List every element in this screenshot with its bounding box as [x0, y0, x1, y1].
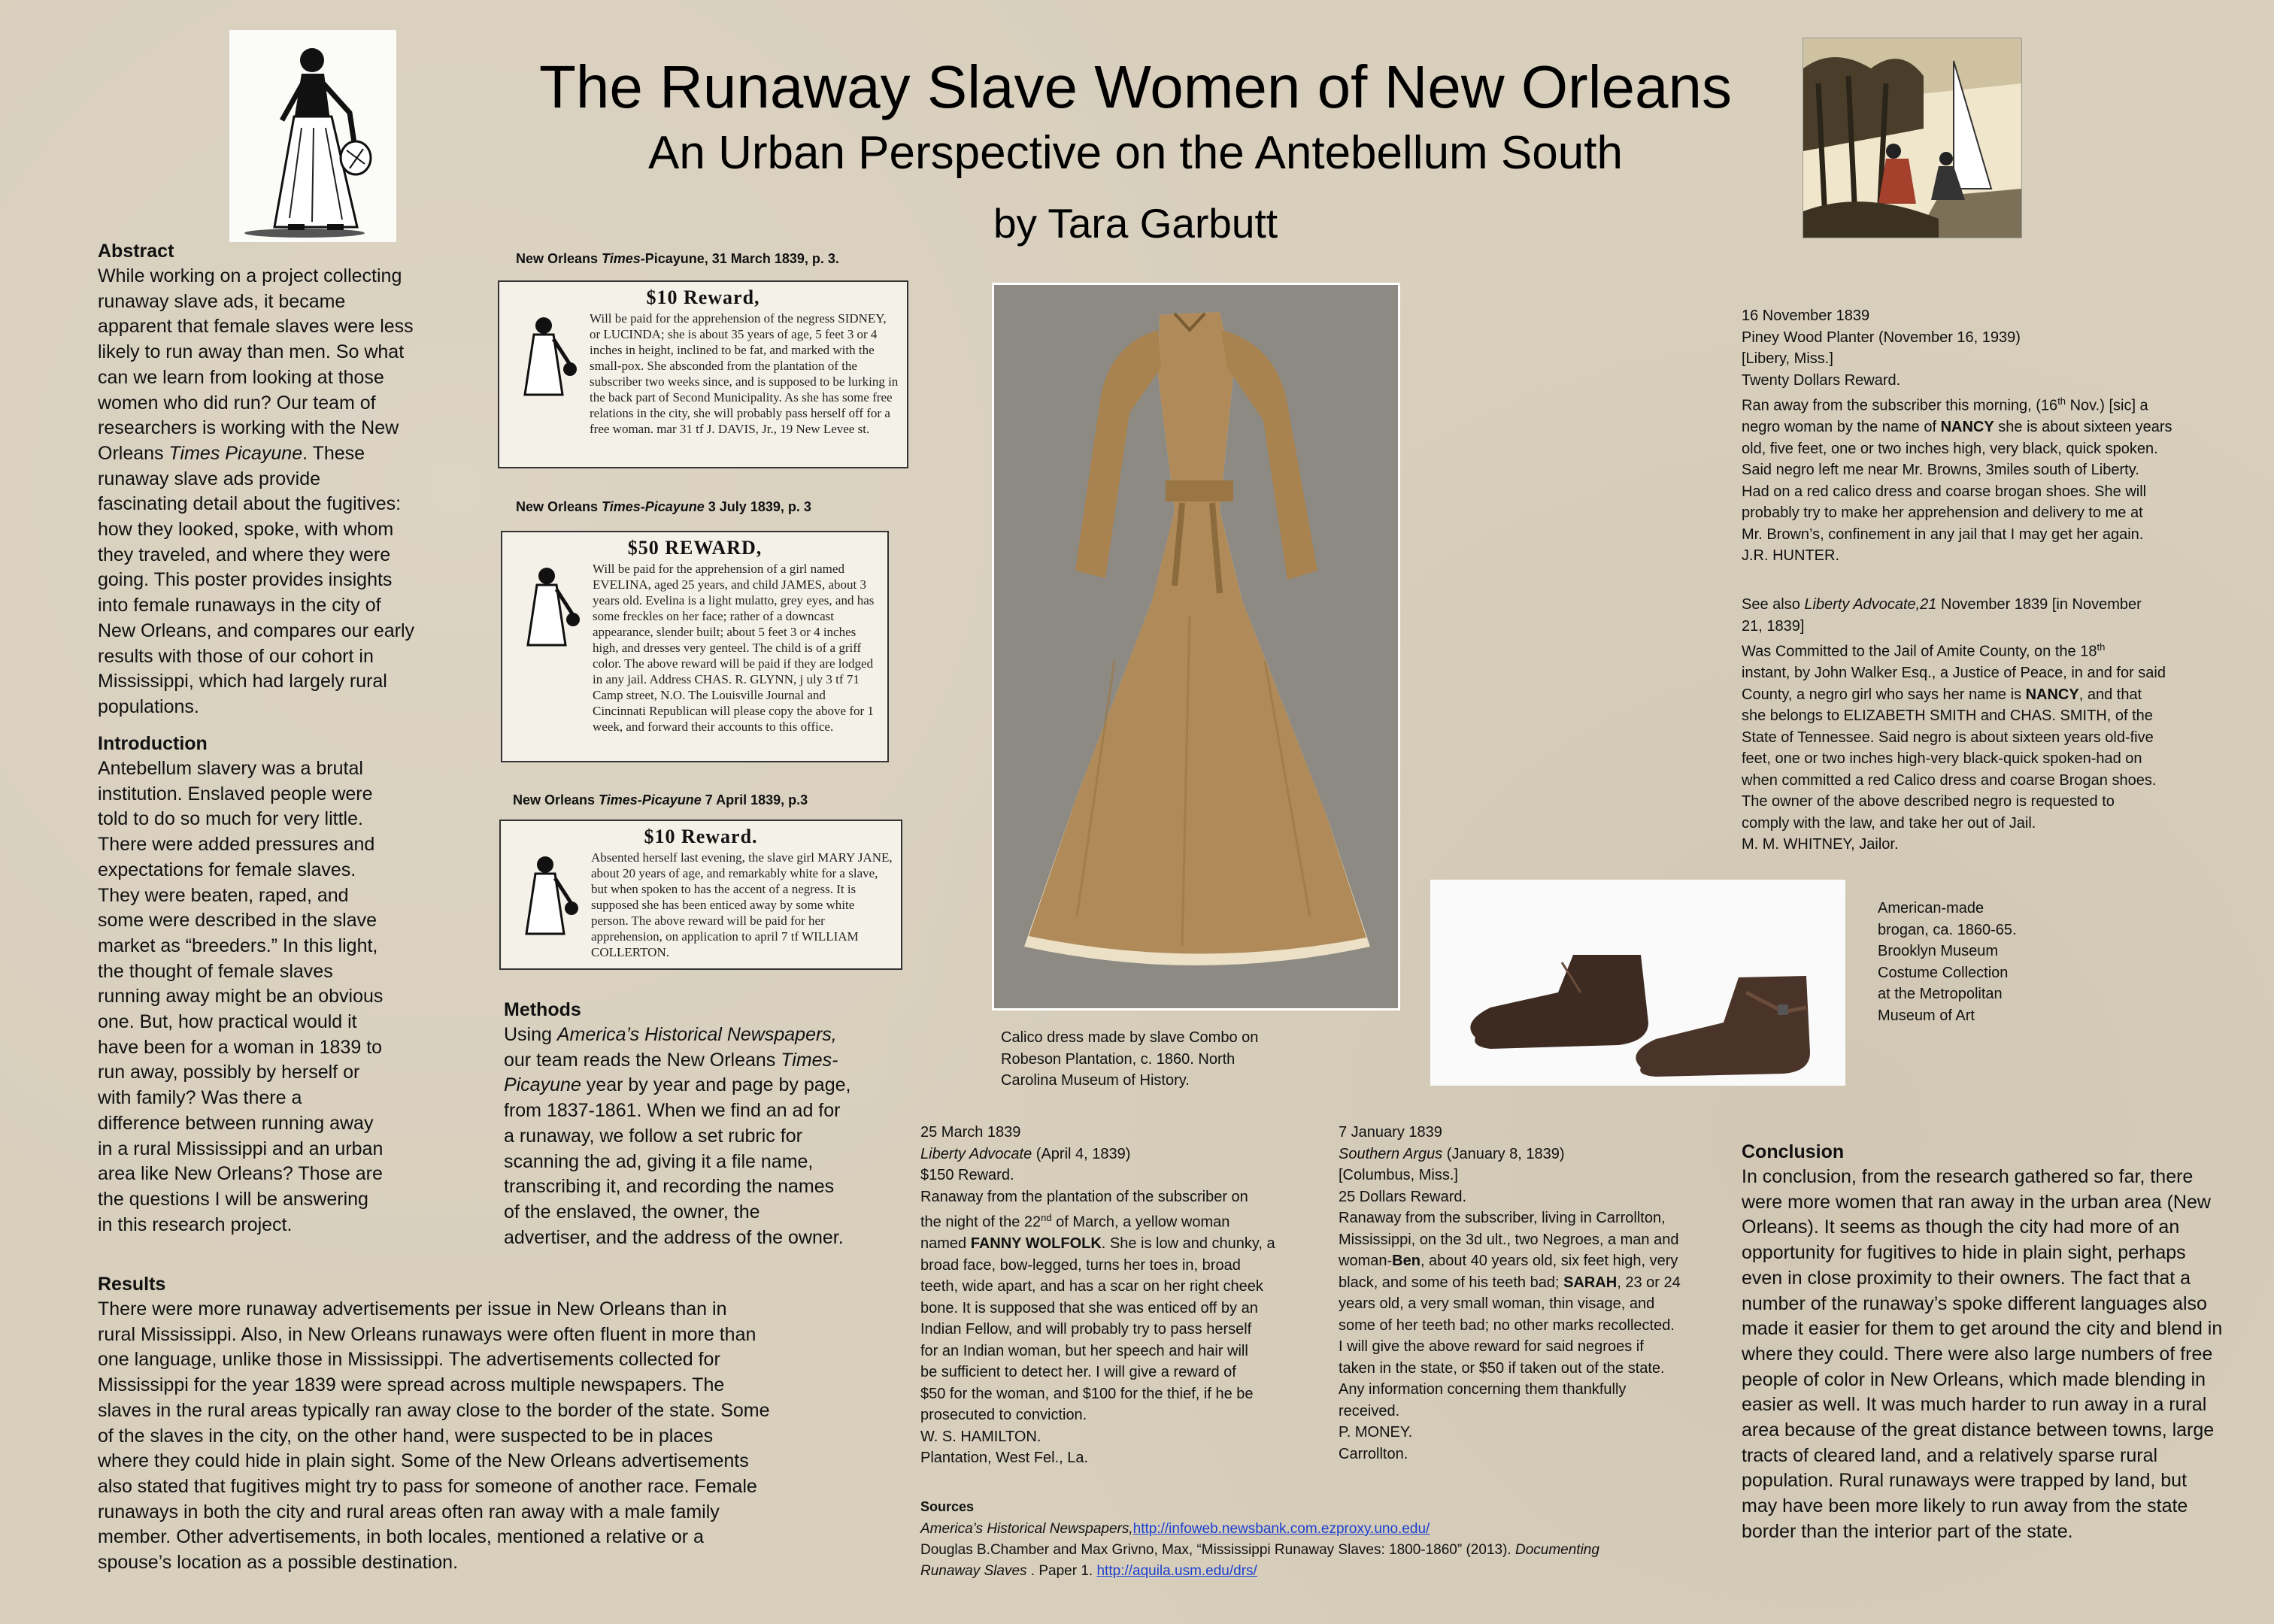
shoes-caption: American-made brogan, ca. 1860-65. Brooklyn Museum Costume Collection at the Metropolitan Museum of Art	[1878, 900, 2017, 1024]
abstract-heading: Abstract	[98, 241, 174, 262]
clipping-1-caption: New Orleans Times-Picayune, 31 March 1839, p. 3.	[516, 251, 839, 266]
poster-title: The Runaway Slave Women of New Orleans	[539, 53, 1732, 120]
methods-heading: Methods	[504, 999, 581, 1020]
runaway-woman-woodcut	[229, 30, 396, 242]
sources-list: America’s Historical Newspapers,http://infoweb.newsbank.com.ezproxy.uno.edu/ Douglas B.Chamber and Max Grivno, Max, “Mississippi Runaway Slaves: 1800-1860” (2013). Documenting Runaway Slaves . Paper 1. http://aquila.usm.edu/drs/	[920, 1521, 1599, 1579]
runaway-figure-icon	[511, 851, 579, 941]
clipping-1-ad: $10 Reward, Will be paid for the apprehension of the negress SIDNEY, or LUCINDA; she is about 35 years of age, 5 feet 3 or 4 inches in height, inclined to be fat, and marked with the small-pox. She absconded from the plantation of the subscriber two weeks since, and is supposed to be lurking in the back part of Second Municipality. As she has some free relations in the city, she will probably pass herself off for a free woman. mar 31 tf J. DAVIS, Jr., 19 New Levee st.	[498, 280, 908, 468]
poster-author: by Tara Garbutt	[993, 200, 1278, 247]
ad-nancy-liberty-advocate: See also Liberty Advocate,21 November 1839 [in November 21, 1839] Was Committed to the Jail of Amite County, on the 18th instant, by John Walker Esq., a Justice of Peace, in and for said County, a negro girl who says her name is NANCY, and that she belongs to ELIZABETH SMITH and CHAS. SMITH, of the State of Tennessee. Said negro is about sixteen years old-five feet, one or two inches high-very black-quick spoken-had on when committed a red Calico dress and coarse Brogan shoes. The owner of the above described negro is requested to comply with the law, and take her out of Jail. M. M. WHITNEY, Jailor.	[1742, 596, 2166, 853]
aquila-link[interactable]: http://aquila.usm.edu/drs/	[1096, 1563, 1257, 1579]
calico-dress-photo	[992, 283, 1400, 1010]
ad-nancy-piney-wood: 16 November 1839 Piney Wood Planter (November 16, 1939) [Libery, Miss.] Twenty Dollars Reward. Ran away from the subscriber this morning, (16th Nov.) [sic] a negro woman by the name of NANCY she is about sixteen years old, five feet, one or two inches high, very black, quick spoken. Said negro left me near Mr. Browns, 3miles south of Liberty. Had on a red calico dress and coarse brogan shoes. She will probably try to make her apprehension and delivery to me at Mr. Brown’s, confinement in any jail that I may get her again. J.R. HUNTER.	[1742, 308, 2172, 565]
ad-ben-and-sarah: 7 January 1839 Southern Argus (January 8, 1839) [Columbus, Miss.] 25 Dollars Reward. Ranaway from the subscriber, living in Carrollton, Mississippi, on the 3d ult., two Negroes, a man and woman-Ben, about 40 years old, six feet high, very black, and some of his teeth bad; SARAH, 23 or 24 years old, a very small woman, thin visage, and some of her teeth bad; no other marks recollected. I will give the above reward for said negroes if taken in the state, or $50 if taken out of the state. Any information concerning them thankfully received. P. MONEY. Carrollton.	[1339, 1124, 1681, 1462]
introduction-heading: Introduction	[98, 733, 208, 754]
sources-heading: Sources	[920, 1499, 975, 1514]
brogan-shoes-photo	[1430, 880, 1845, 1086]
clipping-2-ad: $50 REWARD, Will be paid for the apprehension of a girl named EVELINA, aged 25 years, and child JAMES, about 3 years old. Evelina is a light mulatto, grey eyes, and has some freckles on her face; rather of a downcast appearance, slender built; about 5 feet 3 or 4 inches high, and dresses very genteel. The child is of a griff color. The above reward will be paid if they are lodged in any jail. Address CHAS. R. GLYNN, j uly 3 tf 71 Camp street, N.O. The Louisville Journal and Cincinnati Republican will please copy the above for 1 week, and forward their accounts to this office.	[501, 531, 889, 762]
results-text: There were more runaway advertisements per issue in New Orleans than in rural Mississippi. Also, in New Orleans runaways were often fluent in more than one language, unlike those in Mississippi. The advertisements collected for Mississippi for the year 1839 were spread across multiple newspapers. The slaves in the rural areas typically ran away close to the border of the state. Some of the slaves in the city, on the other hand, were suspected to be in places where they could hide in plain sight. Some of the New Orleans advertisements also stated that fugitives might try to pass for someone of another race. Female runaways in both the city and rural areas often ran away with a male family member. Other advertisements, in both locales, mentioned a relative or a spouse’s location as a possible destination.	[98, 1298, 770, 1574]
abstract-text: While working on a project collecting runaway slave ads, it became apparent that female slaves were less likely to run away than men. So what can we learn from looking at those women who did run? Our team of researchers is working with the New Orleans Times Picayune. These runaway slave ads provide fascinating detail about the fugitives: how they looked, spoke, with whom they traveled, and where they were going. This poster provides insights into female runaways in the city of New Orleans, and compares our early results with those of our cohort in Mississippi, which had largely rural populations.	[98, 265, 415, 717]
conclusion-heading: Conclusion	[1742, 1141, 1845, 1162]
dress-caption: Calico dress made by slave Combo on Robeson Plantation, c. 1860. North Carolina Museum of History.	[1001, 1029, 1259, 1089]
methods-text: Using America’s Historical Newspapers, our team reads the New Orleans Times- Picayune year by year and page by page, from 1837-1861. When we find an ad for a runaway, we follow a set rubric for scanning the ad, giving it a file name, transcribing it, and recording the names of the enslaved, the owner, the advertiser, and the address of the owner.	[504, 1024, 851, 1248]
poster-subtitle: An Urban Perspective on the Antebellum South	[648, 127, 1623, 179]
clipping-2-caption: New Orleans Times-Picayune 3 July 1839, p. 3	[516, 499, 811, 514]
clipping-3-caption: New Orleans Times-Picayune 7 April 1839, p.3	[513, 792, 808, 807]
newsbank-link[interactable]: http://infoweb.newsbank.com.ezproxy.uno.edu/	[1132, 1521, 1430, 1537]
results-heading: Results	[98, 1274, 166, 1295]
introduction-text: Antebellum slavery was a brutal institution. Enslaved people were told to do so much for very little. There were added pressures and expectations for female slaves. They were beaten, raped, and some were described in the slave market as “breeders.” In this light, the thought of female slaves running away might be an obvious one. But, how practical would it have been for a woman in 1839 to run away, possibly by herself or with family? Was there a difference between running away in a rural Mississippi and an urban area like New Orleans? Those are the questions I will be answering in this research project.	[98, 758, 384, 1235]
ad-fanny-wolfolk: 25 March 1839 Liberty Advocate (April 4, 1839) $150 Reward. Ranaway from the plantation of the subscriber on the night of the 22nd of March, a yellow woman named FANNY WOLFOLK. She is low and chunky, a broad face, bow-legged, turns her toes in, broad teeth, wide apart, and has a scar on her right cheek bone. It is supposed that she was enticed off by an Indian Fellow, and will probably try to pass herself for an Indian woman, but her speech and hair will be sufficient to detect her. I will give a reward of $50 for the woman, and $100 for the thief, if he be prosecuted to conviction. W. S. HAMILTON. Plantation, West Fel., La.	[920, 1124, 1275, 1467]
runaway-figure-icon	[510, 312, 578, 402]
runaway-figure-icon	[513, 562, 581, 653]
conclusion-text: In conclusion, from the research gathered so far, there were more women that ran away in the urban area (New Orleans). It seems as though the city had more of an opportunity for fugitives to hide in plain sight, perhaps even in close proximity to their owners. The fact that a number of the runaway’s spoke different languages also made it easier for them to get around the city and blend in where they could. There were also large numbers of free people of color in New Orleans, which made blending in easier as well. It was much harder to run away in a rural area because of the great distance between towns, large tracts of cleared land, and a relatively sparse rural population. Rural runaways were trapped by land, but may have been more likely to run away from the state border than the interior part of the state.	[1742, 1166, 2223, 1542]
clipping-3-ad: $10 Reward. Absented herself last evening, the slave girl MARY JANE, about 20 years of age, and remarkably white for a slave, but when spoken to has the accent of a negress. It is supposed she has been enticed away by some white person. The above reward will be paid for her apprehension, on application to april 7 tf WILLIAM COLLERTON.	[499, 820, 902, 970]
runaway-engraving	[1803, 38, 2022, 238]
